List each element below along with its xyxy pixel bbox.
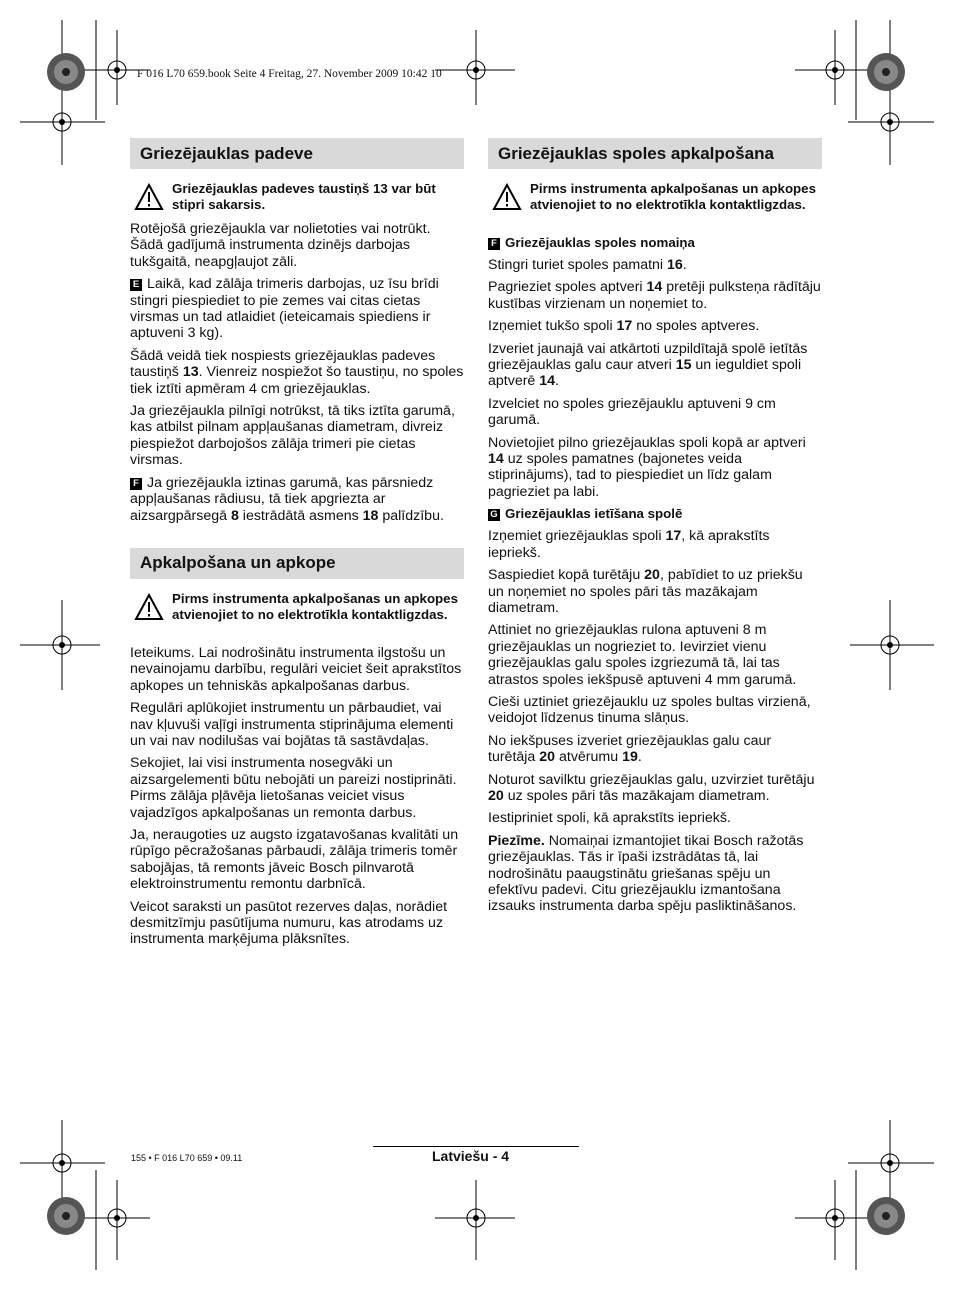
footer-print-code: 155 • F 016 L70 659 • 09.11: [131, 1153, 243, 1163]
paragraph: Izņemiet tukšo spoli 17 no spoles aptveres.: [488, 318, 760, 335]
section-title-maintenance: Apkalpošana un apkope: [130, 548, 464, 579]
paragraph: Piezīme. Nomaiņai izmantojiet tikai Bosch ražotās griezējauklas. Tās ir īpaši izstrādātas tā, lai nodrošinātu paaugstinātu griešanas spēju un efektīvu padevi. Citu griezējauklu izmantošana izsauks instrumenta darba spēju pasliktināšanos.: [488, 832, 804, 915]
subheading: F Griezējauklas spoles nomaiņa: [488, 235, 822, 251]
paragraph: Rotējošā griezējaukla var nolietoties vai notrūkt. Šādā gadījumā instrumenta dzinējs darbojas tukšgaitā, neapgļaujot zāli.: [130, 221, 431, 270]
paragraph: Iestipriniet spoli, kā aprakstīts iepriekš.: [488, 810, 731, 827]
paragraph: Šādā veidā tiek nospiests griezējauklas padeves taustiņš 13. Vienreiz nospiežot šo taustiņu, no spoles tiek iztīti apmēram 4 cm griezējauklas.: [130, 347, 464, 397]
warning-block: [130, 591, 464, 641]
figure-ref-badge: E: [130, 279, 142, 291]
paragraph: F Ja griezējaukla iztinas garumā, kas pārsniedz appļaušanas rādiusu, tā tiek apgriezta ar aizsargpārsegā 8 iestrādātā asmens 18 palīdzību.: [130, 474, 444, 524]
section-title-spool-service: Griezējauklas spoles apkalpošana: [488, 138, 822, 169]
paragraph: Cieši uztiniet griezējauklu uz spoles bultas virzienā, veidojot līdzenus tinuma slāņus.: [488, 693, 811, 727]
paragraph: E Laikā, kad zālāja trimeris darbojas, uz īsu brīdi stingri piespiediet to pie zemes vai citas cietas virsmas un tad atlaidiet (ieteicamais spiediens ir aptuveni 3 kg).: [130, 276, 439, 342]
paragraph: Saspiediet kopā turētāju 20, pabīdiet to uz priekšu un noņemiet no spoles pāri tās mazākajam diametram.: [488, 567, 803, 616]
paragraph: Noturot savilktu griezējauklas galu, uzvirziet turētāju 20 uz spoles pāri tās mazākajam diametram.: [488, 771, 815, 804]
footer-rule: [373, 1146, 579, 1147]
warning-triangle-icon: [134, 593, 164, 621]
paragraph: Izņemiet griezējauklas spoli 17, kā aprakstīts iepriekš.: [488, 528, 770, 561]
warning-text: Pirms instrumenta apkalpošanas un apkopes atvienojiet to no elektrotīkla kontaktligzdas.: [530, 181, 816, 212]
paragraph: Izvelciet no spoles griezējauklu aptuveni 9 cm garumā.: [488, 395, 776, 429]
paragraph: Sekojiet, lai visi instrumenta nosegvāki un aizsargelementi būtu nebojāti un pareizi nostiprināti. Pirms zālāja pļāvēja lietošanas veiciet visus vajadzīgos apkalpošanas un remonta darbus.: [130, 755, 457, 821]
warning-text: Pirms instrumenta apkalpošanas un apkopes atvienojiet to no elektrotīkla kontaktligzdas.: [172, 590, 458, 622]
paragraph: Ja, neraugoties uz augsto izgatavošanas kvalitāti un rūpīgo pēcražošanas pārbaudi, zālāja trimeris tomēr sabojājas, tā remonts jāveic Bosch pilnvarotā elektroinstrumentu remontu darbnīcā.: [130, 826, 459, 893]
paragraph: Stingri turiet spoles pamatni 16.: [488, 257, 687, 273]
print-header: F 016 L70 659.book Seite 4 Freitag, 27. November 2009 10:42 10: [137, 68, 442, 80]
paragraph: Regulāri aplūkojiet instrumentu un pārbaudiet, vai nav kļuvuši vaļīgi instrumenta stiprinājuma elementi un vai nav nodilušas vai bojātas tā sastāvdaļas.: [130, 700, 454, 749]
warning-triangle-icon: [134, 183, 164, 211]
page-number: Latviešu - 4: [432, 1148, 510, 1164]
warning-block: [130, 181, 464, 217]
figure-ref-badge: G: [488, 509, 500, 521]
warning-text: Griezējauklas padeves taustiņš 13 var būt stipri sakarsis.: [172, 181, 436, 212]
warning-triangle-icon: [492, 183, 522, 211]
paragraph: No iekšpuses izveriet griezējauklas galu caur turētāja 20 atvērumu 19.: [488, 732, 772, 766]
section-title-cutting-line-feed: Griezējauklas padeve: [130, 138, 464, 169]
paragraph: Novietojiet pilno griezējauklas spoli kopā ar aptveri 14 uz spoles pamatnes (bajonetes veida stiprinājums), tad to piespiediet un līdz galam pagrieziet pa labi.: [488, 434, 806, 500]
figure-ref-badge: F: [130, 478, 142, 490]
left-column: [130, 138, 464, 954]
paragraph: Veicot saraksti un pasūtot rezerves daļas, norādiet desmitzīmju pasūtījuma numuru, kas atrodams uz instrumenta marķējuma plāksnītes.: [130, 898, 448, 948]
warning-block: [488, 181, 822, 231]
figure-ref-badge: F: [488, 238, 500, 250]
paragraph: Ieteikums. Lai nodrošinātu instrumenta ilgstošu un nevainojamu darbību, regulāri veiciet šeit aprakstītos apkopes un tehniskās apkalpošanas darbus.: [130, 644, 462, 694]
paragraph: Pagrieziet spoles aptveri 14 pretēji pulksteņa rādītāju kustības virzienam un noņemiet to.: [488, 279, 821, 312]
subheading: G Griezējauklas ietīšana spolē: [488, 506, 822, 522]
paragraph: Attiniet no griezējauklas rulona aptuveni 8 m griezējauklas un nogrieziet to. Ievirziet vienu griezējauklas galu spoles izgriezumā tā, lai tas atrastos spoles iekšpusē aptuveni 4 mm garumā.: [488, 622, 797, 688]
paragraph: Ja griezējaukla pilnīgi notrūkst, tā tiks iztīta garumā, kas atbilst pilnam appļaušanas diametram, divreiz piespiežot darbojošos zālāja trimeri pie cietas virsmas.: [130, 403, 455, 469]
right-column: [488, 138, 822, 921]
paragraph: Izveriet jaunajā vai atkārtoti uzpildītajā spolē ietītās griezējauklas galu caur atveri 15 un ieguldiet spoli aptverē 14.: [488, 340, 808, 390]
